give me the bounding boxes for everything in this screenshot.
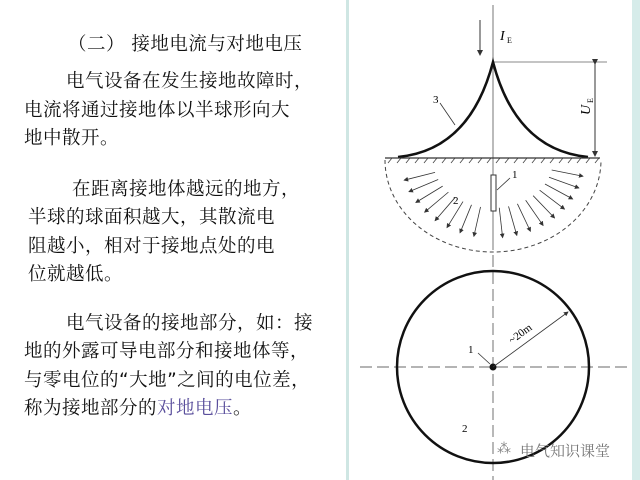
hatch-mark xyxy=(496,158,500,163)
current-arrow-ray xyxy=(549,177,579,188)
para2-line1: 在距离接地体越远的地方， xyxy=(72,179,301,200)
hatch-mark xyxy=(514,158,518,163)
label-2-bottom: 2 xyxy=(462,423,468,435)
hatch-mark xyxy=(532,158,536,163)
para1-line1: 电气设备在发生接地故障时， xyxy=(66,71,314,92)
voltage-label: U xyxy=(579,104,594,115)
current-arrow-ray xyxy=(526,200,543,225)
hatch-mark xyxy=(550,158,554,163)
para3-line3: 与零电位的“大地”之间的电位差， xyxy=(24,370,311,391)
current-arrow-ray xyxy=(460,205,471,233)
current-arrow-ray xyxy=(552,170,583,176)
label-3: 3 xyxy=(433,94,439,106)
para3-line2: 地的外露可导电部分和接地体等， xyxy=(24,341,310,362)
para3-line4 xyxy=(24,398,252,420)
voltage-sub: E xyxy=(586,98,595,103)
hatch-mark xyxy=(568,158,572,163)
para2-line4: 位就越低。 xyxy=(28,264,124,285)
hatch-mark xyxy=(586,158,590,163)
hatch-mark xyxy=(433,158,437,163)
hatch-mark xyxy=(505,158,509,163)
para3-line1: 电气设备的接地部分，如：接 xyxy=(66,313,314,334)
para2-line3: 阻越小，相对于接地点处的电 xyxy=(28,236,276,257)
current-arrow-ray xyxy=(404,172,435,180)
current-arrow-ray xyxy=(499,208,502,238)
label-1-top: 1 xyxy=(512,169,518,181)
label-1-bottom: 1 xyxy=(468,344,474,356)
hatch-mark xyxy=(469,158,473,163)
para3-prefix: 称为接地部分的 xyxy=(24,398,158,419)
label-2-top: 2 xyxy=(453,195,459,207)
hatch-mark xyxy=(397,158,401,163)
radius-label: ~20m xyxy=(506,321,535,347)
current-arrow-ray xyxy=(517,204,530,231)
para1-line3: 地中散开。 xyxy=(24,128,120,149)
watermark: 电气知识课堂 xyxy=(520,442,611,460)
hatch-mark xyxy=(424,158,428,163)
hatch-mark xyxy=(541,158,545,163)
hatch-mark xyxy=(577,158,581,163)
para1-line2: 电流将通过接地体以半球形向大 xyxy=(24,100,291,121)
hatch-mark xyxy=(559,158,563,163)
grounding-diagram xyxy=(349,0,632,480)
hatch-mark xyxy=(406,158,410,163)
hatch-mark xyxy=(523,158,527,163)
ground-electrode xyxy=(491,175,496,211)
current-sub: E xyxy=(507,36,512,45)
current-arrow-ray xyxy=(474,207,481,236)
current-label: I xyxy=(500,29,505,44)
hatch-mark xyxy=(388,158,392,163)
radius-arrow xyxy=(493,312,568,367)
para3-suffix: 。 xyxy=(233,398,253,419)
watermark-icon: ⁂ xyxy=(497,441,511,457)
highlight-term: 对地电压 xyxy=(157,398,234,419)
hatch-mark xyxy=(451,158,455,163)
current-arrow-ray xyxy=(545,184,573,199)
hatch-mark xyxy=(478,158,482,163)
hatch-mark xyxy=(595,158,599,163)
hatch-mark xyxy=(442,158,446,163)
para2-line2: 半球的球面积越大，其散流电 xyxy=(28,207,276,228)
section-title: （二） 接地电流与对地电压 xyxy=(68,34,303,55)
current-arrow-ray xyxy=(409,180,438,192)
slide-edge xyxy=(632,0,640,480)
hatch-mark xyxy=(415,158,419,163)
hatch-mark xyxy=(460,158,464,163)
current-arrow-ray xyxy=(509,206,517,235)
hatch-mark xyxy=(487,158,491,163)
